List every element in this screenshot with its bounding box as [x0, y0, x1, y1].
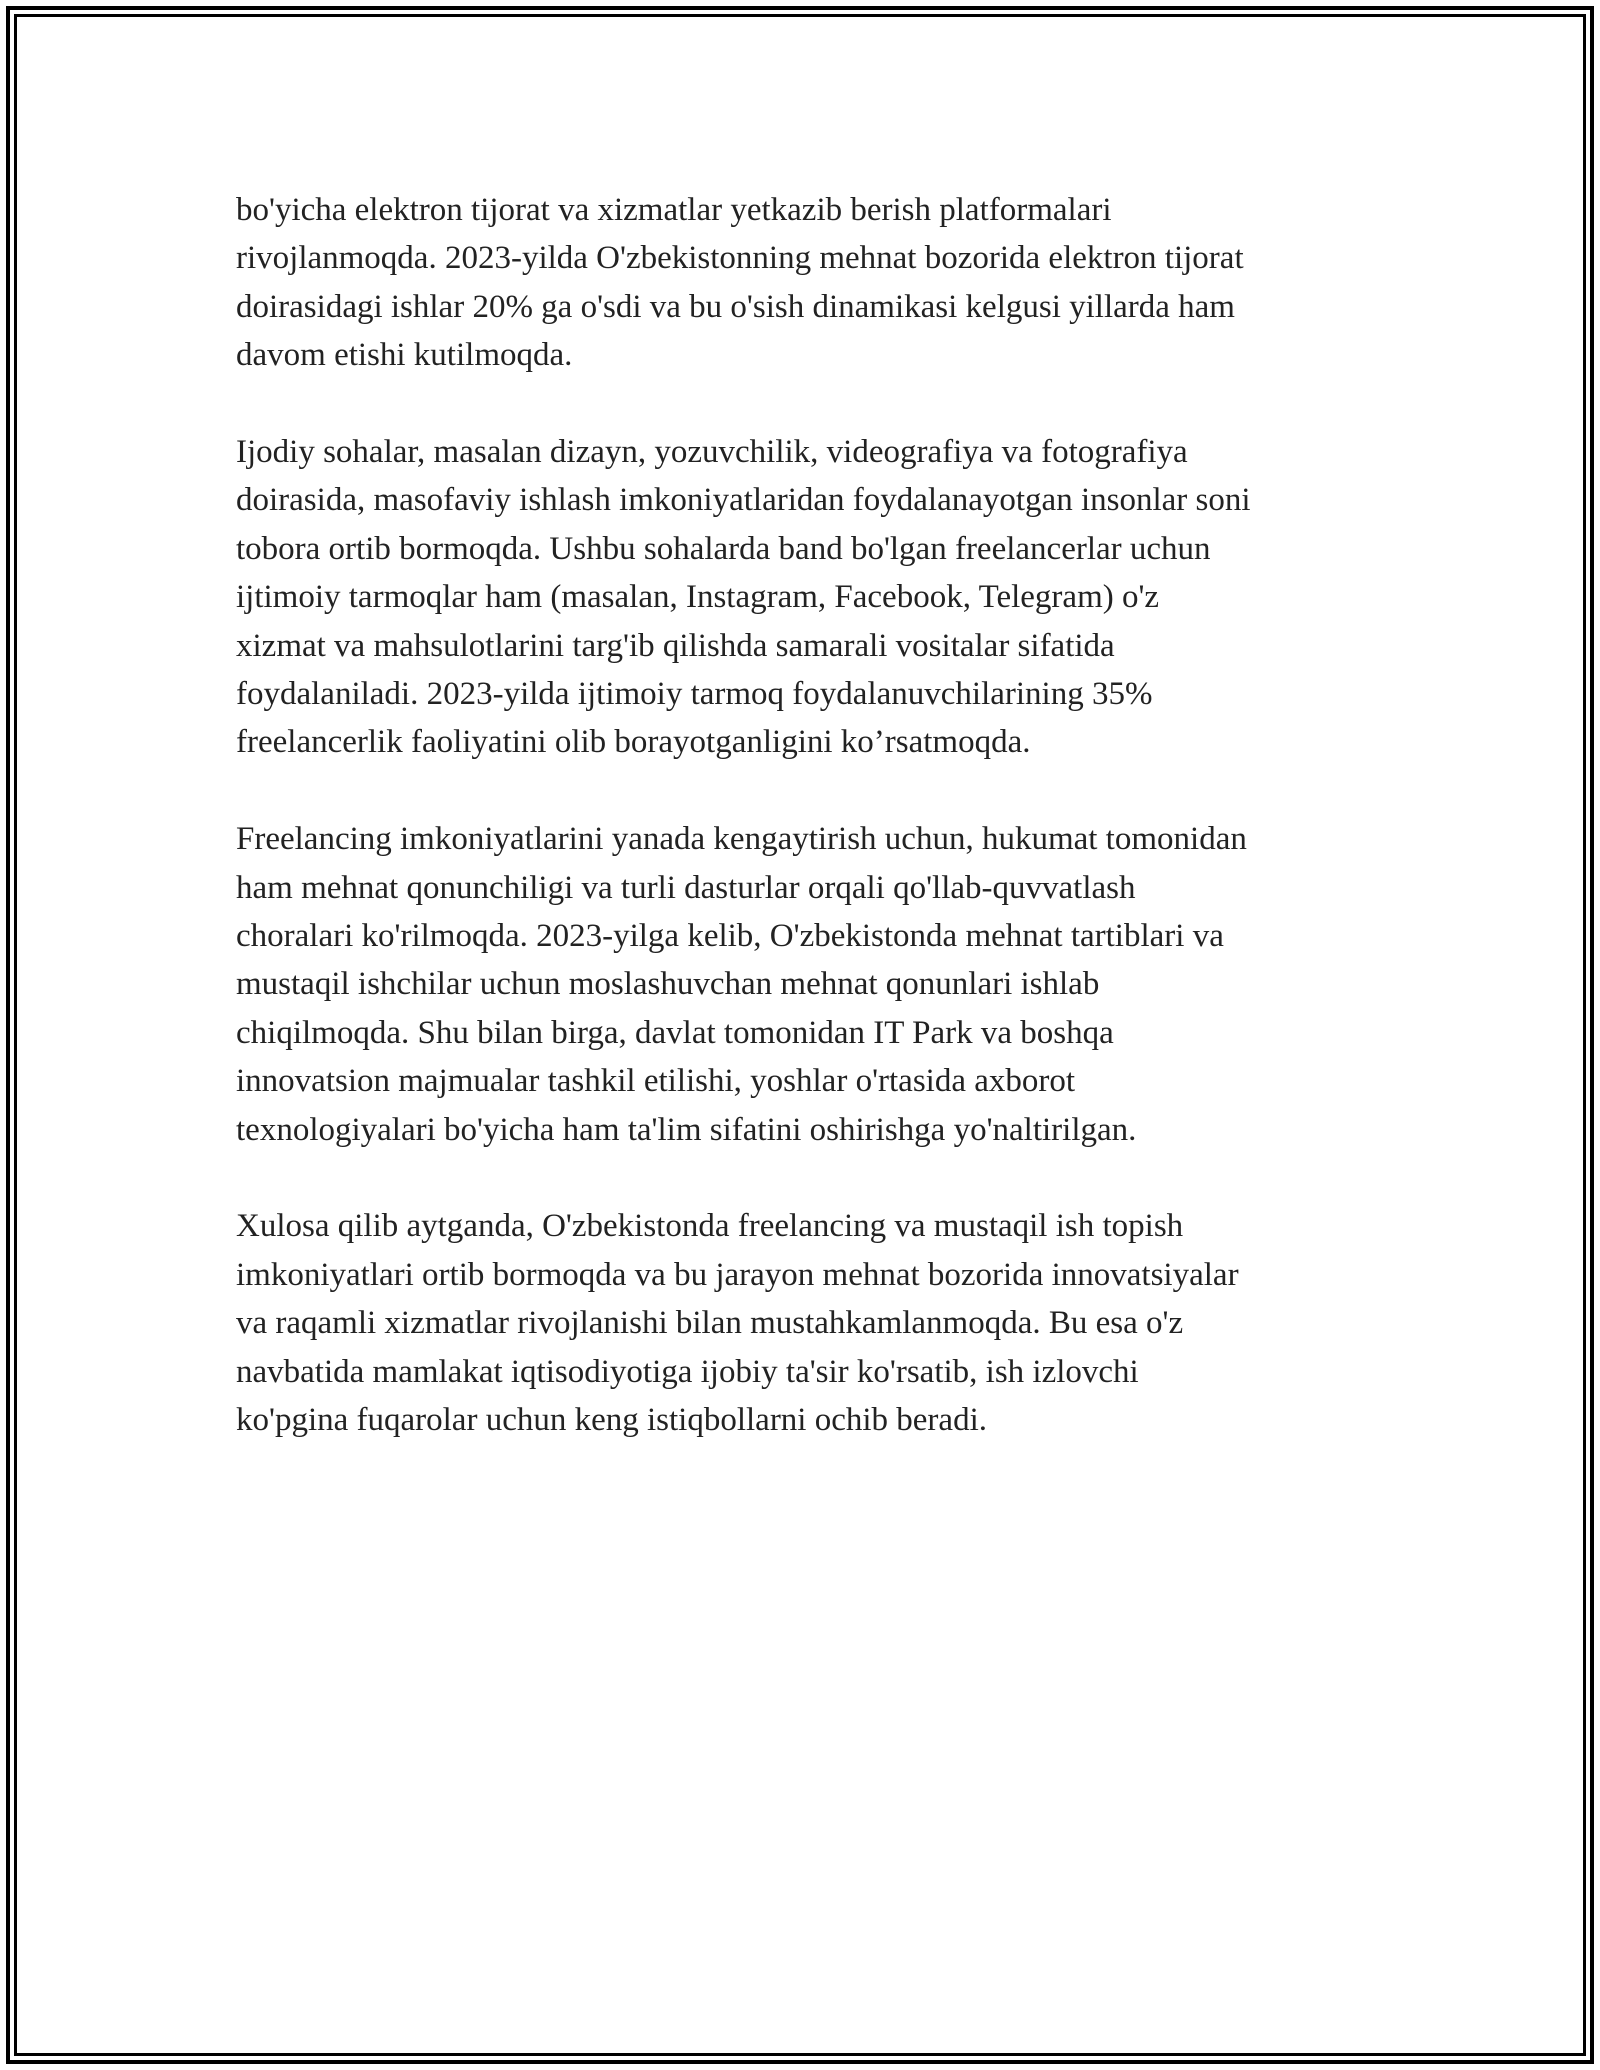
text-line: doirasidagi ishlar 20% ga o'sdi va bu o'sish dinamikasi kelgusi yillarda ham	[236, 288, 1235, 325]
text-line: imkoniyatlari ortib bormoqda va bu jarayon mehnat bozorida innovatsiyalar	[236, 1256, 1239, 1293]
text-line: ham mehnat qonunchiligi va turli dasturlar orqali qo'llab-quvvatlash	[236, 869, 1136, 906]
text-line: davom etishi kutilmoqda.	[236, 337, 573, 374]
text-line: mustaqil ishchilar uchun moslashuvchan mehnat qonunlari ishlab	[236, 966, 1100, 1003]
text-line: rivojlanmoqda. 2023-yilda O'zbekistonning mehnat bozorida elektron tijorat	[236, 240, 1244, 277]
text-line: bo'yicha elektron tijorat va xizmatlar yetkazib berish platformalari	[236, 192, 1112, 228]
text-line: choralari ko'rilmoqda. 2023-yilga kelib, O'zbekistonda mehnat tartiblari va	[236, 918, 1224, 955]
text-line: tobora ortib bormoqda. Ushbu sohalarda band bo'lgan freelancerlar uchun	[236, 530, 1211, 567]
text-line: navbatida mamlakat iqtisodiyotiga ijobiy ta'sir ko'rsatib, ish izlovchi	[236, 1353, 1139, 1390]
text-line: doirasida, masofaviy ishlash imkoniyatlaridan foydalanayotgan insonlar soni	[236, 482, 1251, 519]
text-line: texnologiyalari bo'yicha ham ta'lim sifatini oshirishga yo'naltirilgan.	[236, 1111, 1137, 1148]
text-line: ko'pgina fuqarolar uchun keng istiqbollarni ochib beradi.	[236, 1402, 987, 1439]
text-line: foydalaniladi. 2023-yilda ijtimoiy tarmoq foydalanuvchilarining 35%	[236, 676, 1153, 713]
text-line: va raqamli xizmatlar rivojlanishi bilan mustahkamlanmoqda. Bu esa o'z	[236, 1305, 1184, 1342]
text-line: Ijodiy sohalar, masalan dizayn, yozuvchilik, videografiya va fotografiya	[236, 434, 1188, 471]
paragraph-government-support	[236, 815, 1376, 1154]
text-line: xizmat va mahsulotlarini targ'ib qilishda samarali vositalar sifatida	[236, 627, 1115, 664]
text-line: Freelancing imkoniyatlarini yanada kengaytirish uchun, hukumat tomonidan	[236, 821, 1247, 858]
text-line: Xulosa qilib aytganda, O'zbekistonda freelancing va mustaqil ish topish	[236, 1208, 1184, 1245]
paragraph-conclusion	[236, 1202, 1376, 1444]
document-body	[236, 186, 1376, 1493]
paragraph-creative-fields	[236, 428, 1376, 767]
text-line: chiqilmoqda. Shu bilan birga, davlat tomonidan IT Park va boshqa	[236, 1014, 1114, 1051]
text-line: freelancerlik faoliyatini olib borayotganligini ko’rsatmoqda.	[236, 724, 1031, 761]
paragraph-ecommerce	[236, 186, 1376, 380]
text-line: ijtimoiy tarmoqlar ham (masalan, Instagram, Facebook, Telegram) o'z	[236, 579, 1160, 616]
text-line: innovatsion majmualar tashkil etilishi, yoshlar o'rtasida axborot	[236, 1063, 1076, 1100]
